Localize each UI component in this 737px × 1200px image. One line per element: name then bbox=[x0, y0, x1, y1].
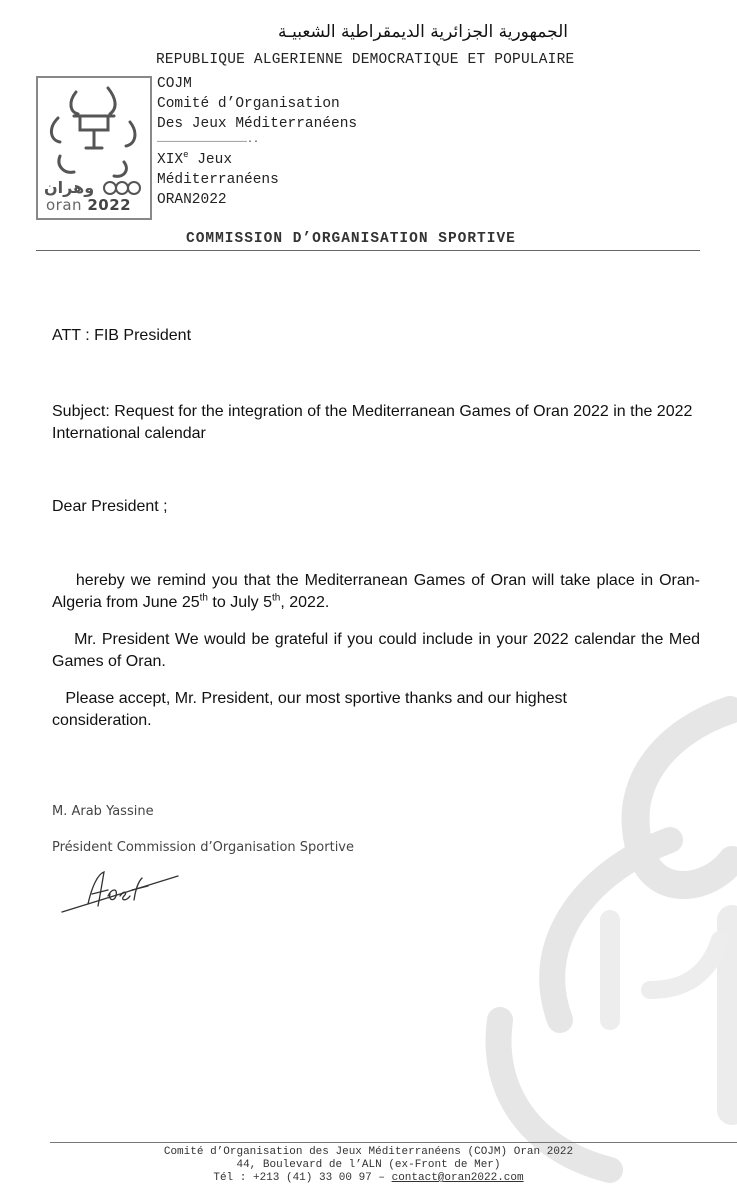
p1-sup1: th bbox=[199, 592, 208, 604]
p1-end: , 2022. bbox=[280, 594, 330, 611]
handwritten-signature bbox=[58, 866, 188, 916]
footer-line1: Comité d’Organisation des Jeux Méditerranéens (COJM) Oran 2022 bbox=[163, 1146, 574, 1158]
logo-oran-word: oran bbox=[46, 196, 83, 214]
logo-year: 2022 bbox=[87, 196, 132, 214]
subject-line: Subject: Request for the integration of the Mediterranean Games of Oran 2022 in the 2022 International calendar bbox=[52, 403, 693, 442]
paragraph-request: Mr. President We would be grateful if you could include in your 2022 calendar the Med Games of Oran. bbox=[52, 631, 705, 670]
watermark-logo-icon bbox=[470, 690, 737, 1200]
edition-sup: e bbox=[183, 150, 189, 161]
edition-prefix: XIX bbox=[157, 152, 184, 168]
att-line: ATT : FIB President bbox=[52, 327, 192, 344]
footer-email-link[interactable]: contact@oran2022.com bbox=[391, 1172, 524, 1184]
p1-mid: to July 5 bbox=[207, 594, 273, 611]
p1-sup2: th bbox=[272, 592, 281, 604]
footer-line3 bbox=[0, 1172, 737, 1185]
footer-phone: Tél : +213 (41) 33 00 97 – bbox=[213, 1172, 392, 1184]
header-divider bbox=[36, 250, 700, 251]
signatory-title: Président Commission d’Organisation Sportive bbox=[52, 840, 355, 855]
republic-title: REPUBLIQUE ALGERIENNE DEMOCRATIQUE ET POPULAIRE bbox=[156, 52, 575, 68]
org-edition bbox=[157, 150, 357, 170]
org-name-line1: Comité d’Organisation bbox=[157, 96, 340, 112]
org-games-line: Méditerranéens bbox=[157, 172, 279, 188]
footer-line2: 44, Boulevard de l’ALN (ex-Front de Mer) bbox=[236, 1159, 501, 1171]
signatory-name: M. Arab Yassine bbox=[52, 804, 154, 819]
org-city-year: ORAN2022 bbox=[157, 192, 227, 208]
paragraph-closing: Please accept, Mr. President, our most sportive thanks and our highest consideration. bbox=[52, 690, 572, 729]
oran-2022-logo bbox=[36, 76, 152, 220]
commission-title: COMMISSION D’ORGANISATION SPORTIVE bbox=[186, 231, 516, 247]
paragraph-dates bbox=[52, 570, 700, 614]
p1-start: hereby we remind you that the Mediterranean Games of Oran will take place in Oran-Algeria from June 25 bbox=[52, 572, 700, 611]
org-name-line2: Des Jeux Méditerranéens bbox=[157, 116, 358, 132]
footer-divider bbox=[50, 1142, 737, 1143]
edition-suffix: Jeux bbox=[188, 152, 233, 168]
footer bbox=[0, 1146, 737, 1185]
org-acronym: COJM bbox=[157, 76, 192, 92]
logo-arabic-text: وهران bbox=[44, 178, 95, 197]
salutation: Dear President ; bbox=[52, 498, 168, 515]
org-dots: ……………………………………….. bbox=[157, 135, 260, 146]
logo-oran-text bbox=[46, 196, 131, 214]
organization-block bbox=[157, 74, 357, 210]
arabic-republic-title: الجمهورية الجزائرية الديمقراطية الشعبيـة bbox=[277, 22, 568, 42]
